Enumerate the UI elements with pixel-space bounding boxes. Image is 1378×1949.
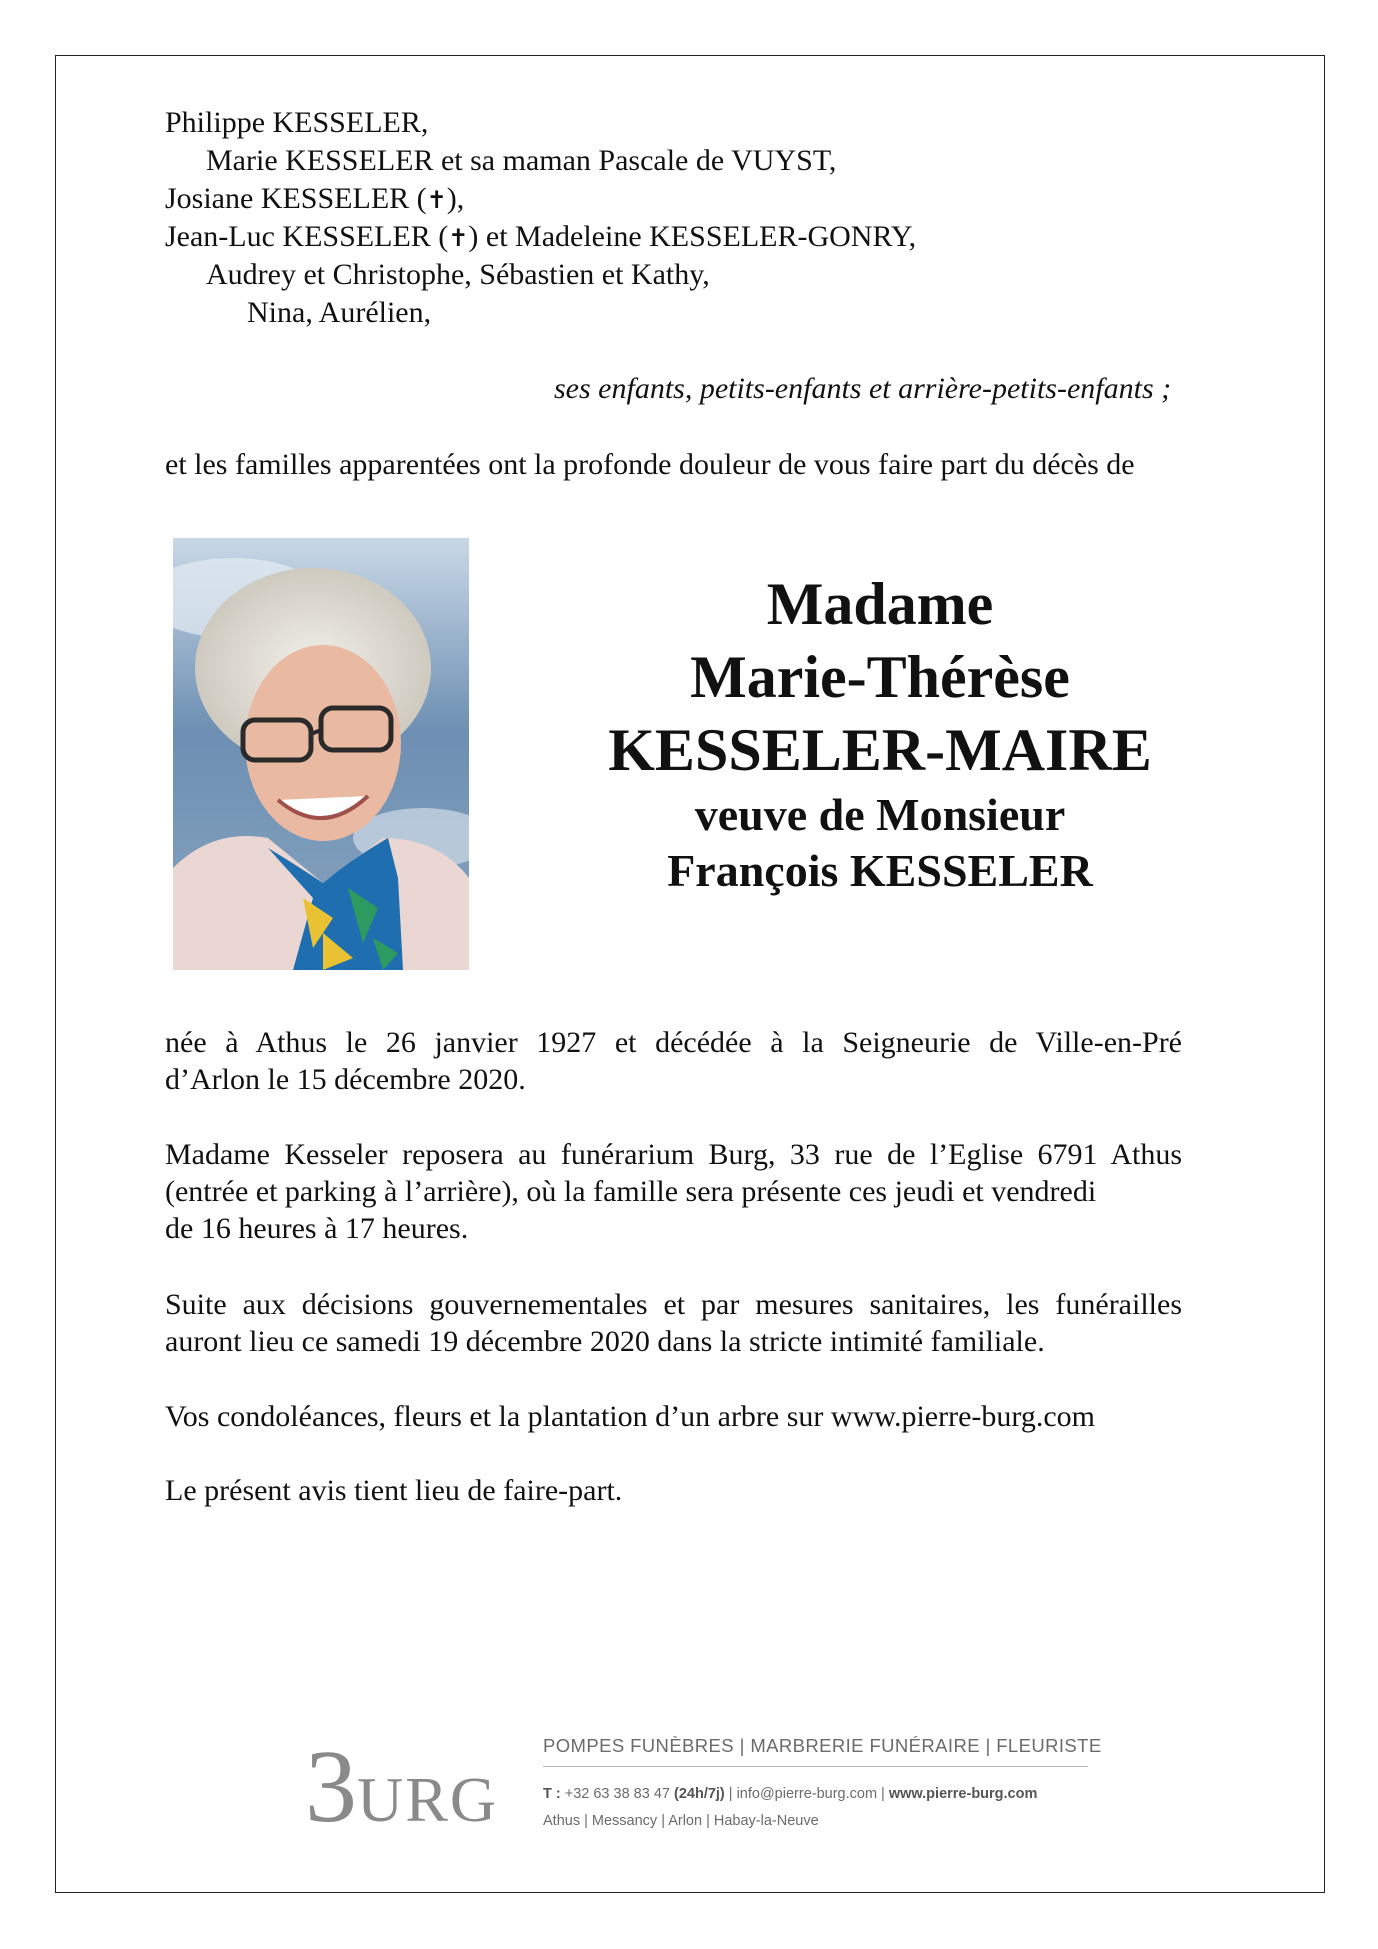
- notice-paragraph: [165, 1472, 1182, 1509]
- family-line-philippe: Philippe KESSELER,: [165, 106, 429, 139]
- cross-icon: ✝: [448, 224, 469, 252]
- page-border: [55, 55, 1325, 1893]
- deceased-first-name: Marie-Thérèse: [690, 644, 1070, 710]
- notice-line: Le présent avis tient lieu de faire-part.: [165, 1474, 623, 1507]
- spouse-name: François KESSELER: [667, 845, 1093, 896]
- rest-paragraph: [165, 1136, 1182, 1247]
- svg-text:URG: URG: [357, 1764, 495, 1835]
- funeral-line: auront lieu ce samedi 19 décembre 2020 dans la stricte intimité familiale.: [165, 1325, 1045, 1358]
- cross-icon: ✝: [426, 186, 447, 214]
- family-line-jean-luc: Jean-Luc KESSELER (✝) et Madeleine KESSELER-GONRY,: [165, 220, 917, 253]
- phone-hours: (24h/7j): [674, 1786, 725, 1802]
- rest-line: Madame Kesseler reposera au funérarium Burg, 33 rue de l’Eglise 6791 Athus: [165, 1138, 1182, 1171]
- funeral-line: Suite aux décisions gouvernementales et par mesures sanitaires, les funérailles: [165, 1288, 1182, 1321]
- rest-line: (entrée et parking à l’arrière), où la famille sera présente ces jeudi et vendredi: [165, 1175, 1097, 1208]
- portrait-photo: [173, 538, 469, 970]
- burg-logo: [305, 1735, 495, 1835]
- deceased-name-block: [540, 568, 1220, 899]
- footer-services: POMPES FUNÈBRES | MARBRERIE FUNÉRAIRE | FLEURISTE: [543, 1735, 1088, 1767]
- family-line-josiane: Josiane KESSELER (✝),: [165, 182, 465, 215]
- family-relation: ses enfants, petits-enfants et arrière-petits-enfants ;: [554, 372, 1172, 405]
- funeral-paragraph: [165, 1286, 1182, 1360]
- family-line-grandchildren: Audrey et Christophe, Sébastien et Kathy,: [206, 258, 710, 291]
- condolences-line: Vos condoléances, fleurs et la plantation d’un arbre sur www.pierre-burg.com: [165, 1400, 1095, 1433]
- deceased-last-name: KESSELER-MAIRE: [608, 717, 1152, 783]
- condolences-paragraph: [165, 1398, 1182, 1435]
- widow-line: veuve de Monsieur: [694, 789, 1066, 840]
- svg-text:3: 3: [305, 1735, 357, 1835]
- footer-locations: Athus | Messancy | Arlon | Habay-la-Neuve: [543, 1813, 819, 1829]
- phone-number: +32 63 38 83 47: [560, 1786, 674, 1802]
- deceased-title: Madame: [766, 571, 994, 637]
- phone-label: T :: [543, 1786, 561, 1802]
- family-line-great-grandchildren: Nina, Aurélien,: [247, 296, 432, 329]
- birth-death-paragraph: [165, 1024, 1182, 1098]
- rest-line: de 16 heures à 17 heures.: [165, 1212, 469, 1245]
- birth-death-line: née à Athus le 26 janvier 1927 et décédée à la Seigneurie de Ville-en-Pré: [165, 1026, 1182, 1059]
- birth-death-line: d’Arlon le 15 décembre 2020.: [165, 1063, 526, 1096]
- email: | info@pierre-burg.com |: [724, 1786, 889, 1802]
- announcement-intro: et les familles apparentées ont la profonde douleur de vous faire part du décès de: [165, 448, 1135, 481]
- footer-contact: [543, 1786, 1037, 1802]
- family-line-marie: Marie KESSELER et sa maman Pascale de VUYST,: [206, 144, 837, 177]
- website-link[interactable]: www.pierre-burg.com: [888, 1786, 1038, 1802]
